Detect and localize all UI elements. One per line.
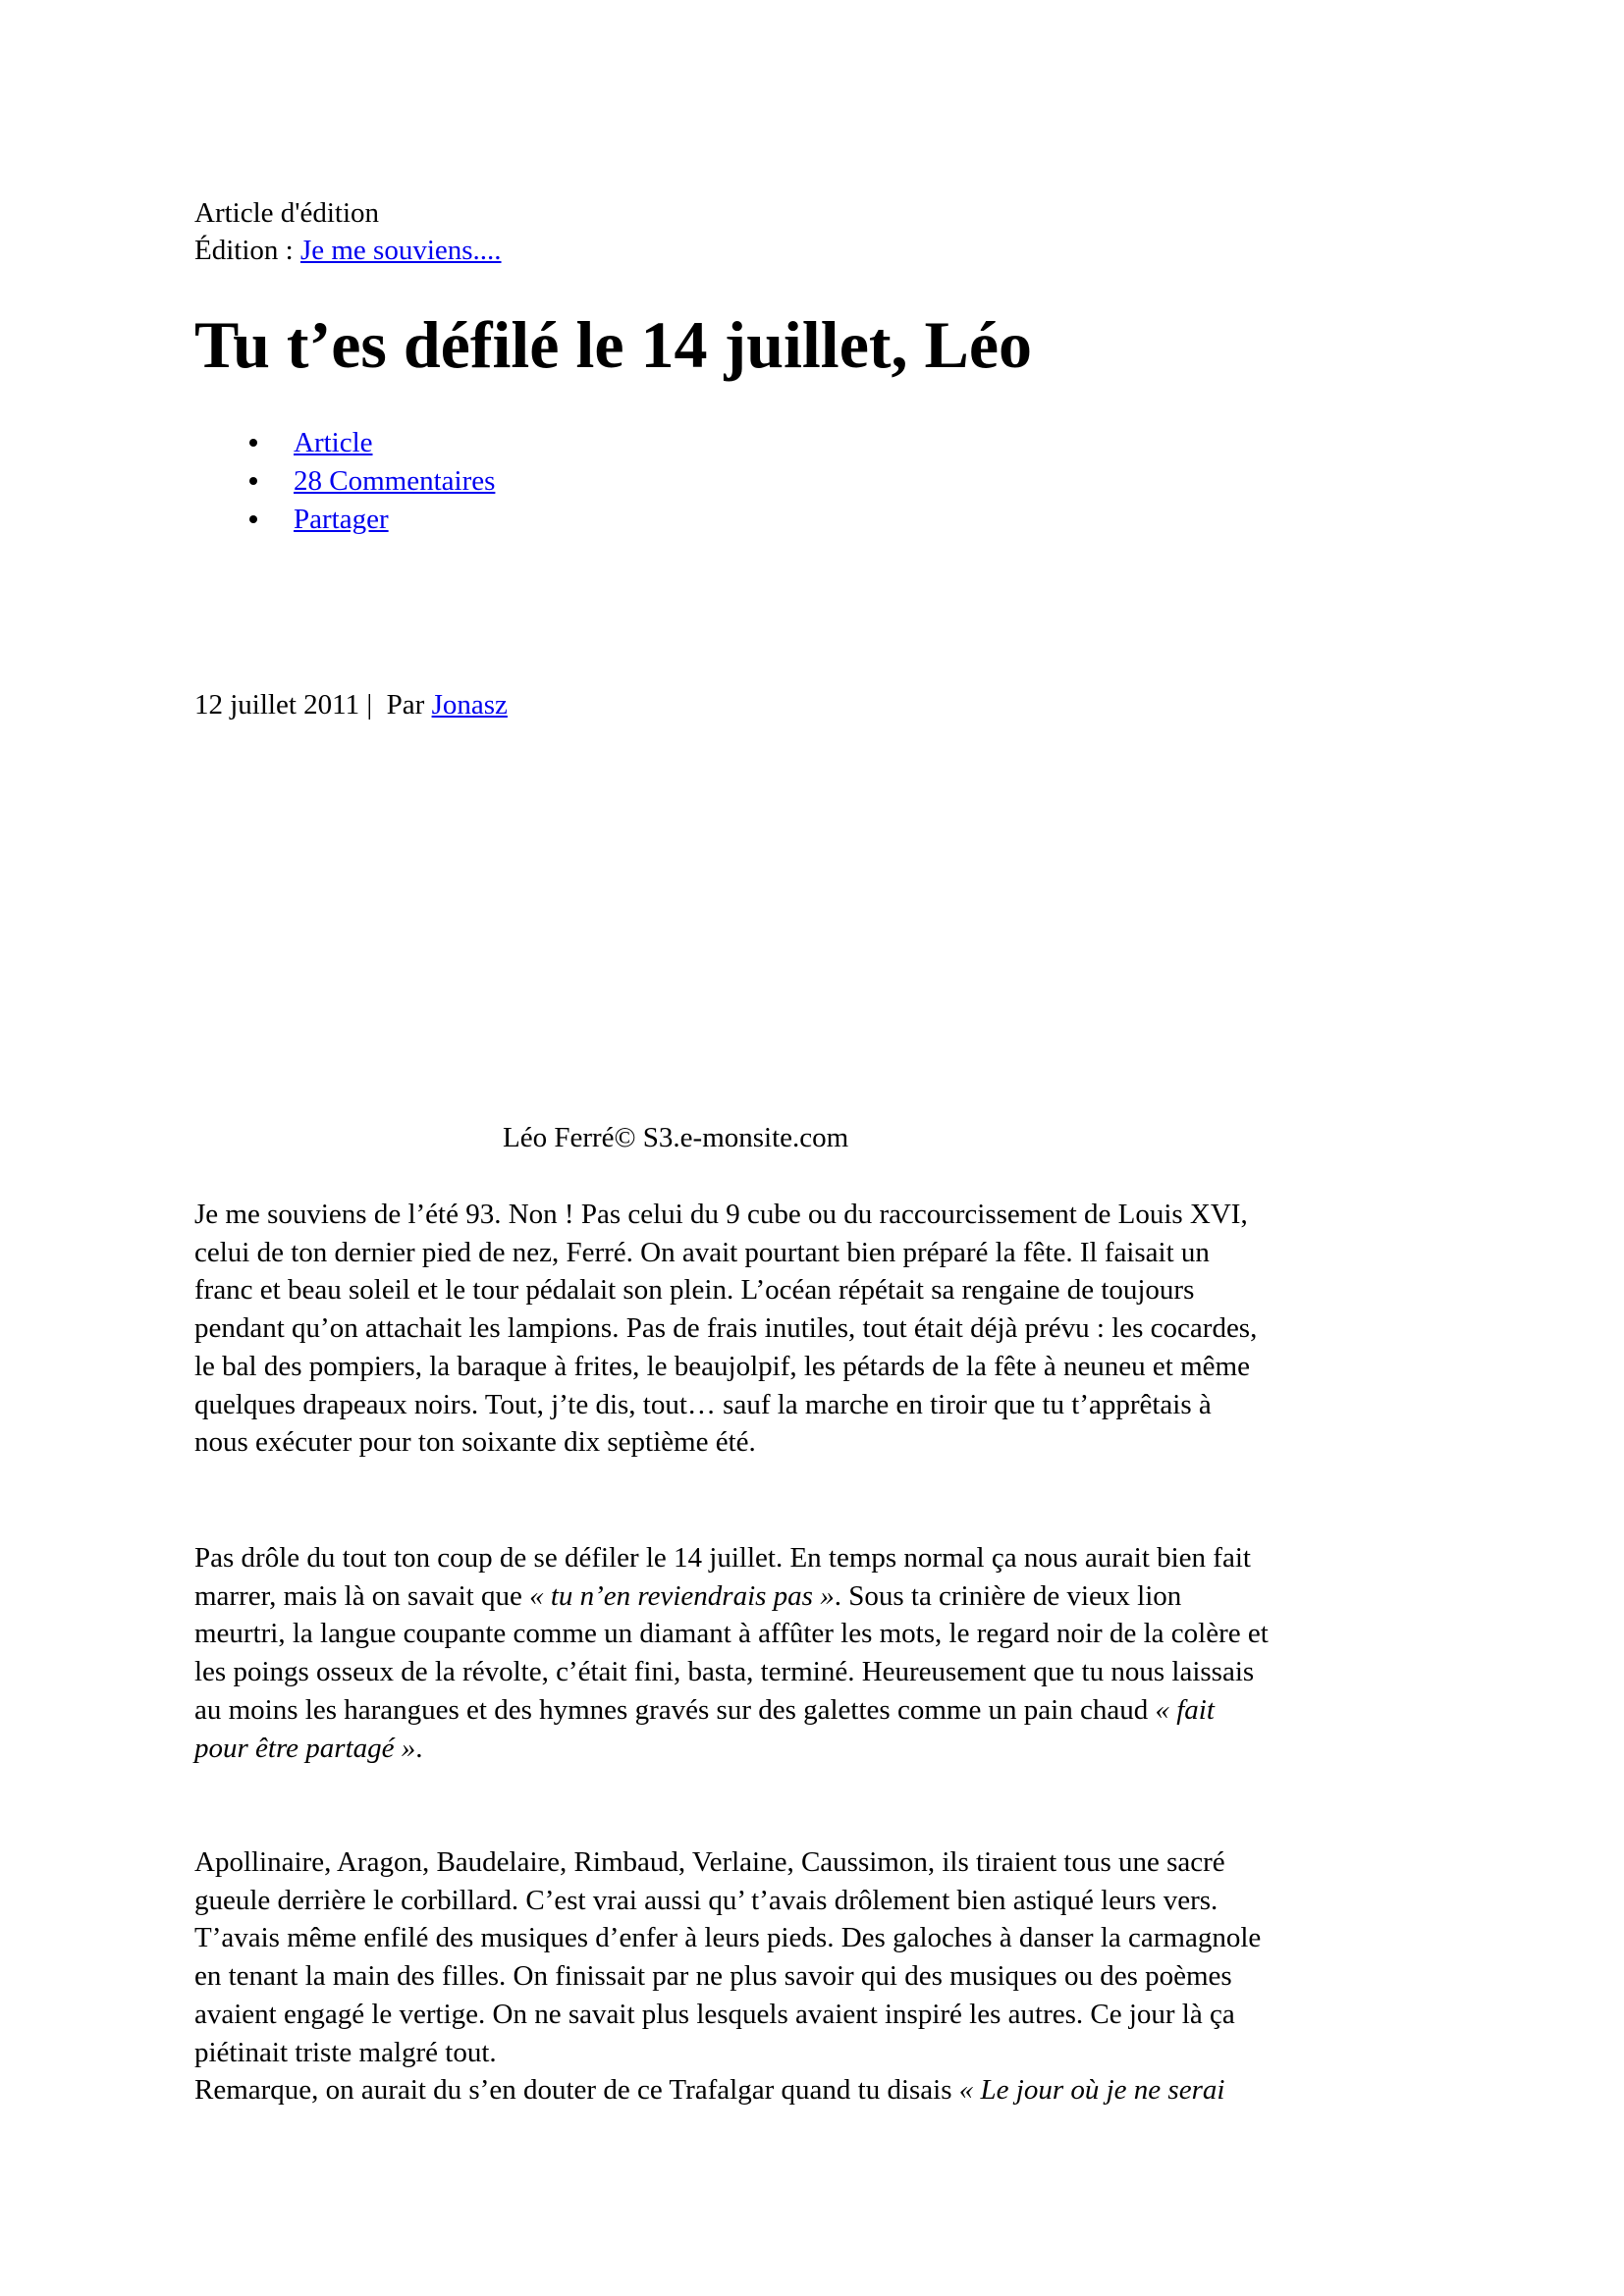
paragraph-line: pendant qu’on attachait les lampions. Pas de frais inutiles, tout était déjà prévu : les cocardes,	[194, 1312, 1258, 1345]
author-link[interactable]: Jonasz	[431, 689, 508, 721]
paragraph-line: meurtri, la langue coupante comme un diamant à affûter les mots, le regard noir de la colère et	[194, 1618, 1269, 1650]
byline-separator: |	[359, 689, 380, 721]
paragraph-line: le bal des pompiers, la baraque à frites, le beaujolpif, les pétards de la fête à neuneu et même	[194, 1350, 1250, 1382]
paragraph-2	[194, 1539, 1471, 1767]
paragraph-line: nous exécuter pour ton soixante dix septième été.	[194, 1426, 756, 1459]
article-header	[194, 194, 502, 269]
quote-run: « Le jour où je ne serai	[958, 2074, 1225, 2107]
by-label: Par	[379, 689, 432, 721]
paragraph-line: celui de ton dernier pied de nez, Ferré. On avait pourtant bien préparé la fête. Il faisait un	[194, 1236, 1210, 1268]
publish-date: 12 juillet 2011	[194, 689, 360, 721]
paragraph-1	[194, 1196, 1471, 1462]
article-type: Article d'édition	[194, 197, 380, 229]
nav-link-article[interactable]: Article	[294, 427, 373, 458]
paragraph-line: quelques drapeaux noirs. Tout, j’te dis, tout… sauf la marche en tiroir que tu t’apprêtais à	[194, 1388, 1212, 1420]
bullet-icon	[249, 477, 257, 485]
text-run: . Sous ta crinière de vieux lion	[834, 1579, 1182, 1612]
paragraph-line: gueule derrière le corbillard. C’est vrai aussi qu’ t’avais drôlement bien astiqué leurs vers.	[194, 1884, 1218, 1916]
paragraph-line: avaient engagé le vertige. On ne savait plus lesquels avaient inspiré les autres. Ce jour là ça	[194, 1998, 1235, 2030]
byline	[194, 686, 508, 723]
text-run: marrer, mais là on savait que	[194, 1579, 530, 1612]
paragraph-line: T’avais même enfilé des musiques d’enfer à leurs pieds. Des galoches à danser la carmagnole	[194, 1922, 1262, 1954]
article-nav	[194, 424, 495, 539]
paragraph-line: en tenant la main des filles. On finissait par ne plus savoir qui des musiques ou des poèmes	[194, 1960, 1232, 1993]
edition-link[interactable]: Je me souviens....	[299, 235, 502, 266]
paragraph-line: piétinait triste malgré tout.	[194, 2036, 497, 2068]
paragraph-line: franc et beau soleil et le tour pédalait son plein. L’océan répétait sa rengaine de toujours	[194, 1274, 1195, 1307]
paragraph-line: Je me souviens de l’été 93. Non ! Pas celui du 9 cube ou du raccourcissement de Louis XVI,	[194, 1199, 1248, 1230]
paragraph-line: Pas drôle du tout ton coup de se défiler le 14 juillet. En temps normal ça nous aurait bien fait	[194, 1542, 1251, 1574]
nav-item-share	[194, 501, 495, 539]
nav-link-share[interactable]: Partager	[294, 504, 389, 535]
paragraph-line: les poings osseux de la révolte, c’était fini, basta, terminé. Heureusement que tu nous laissais	[194, 1656, 1255, 1688]
quote-run: « tu n’en reviendrais pas »	[529, 1579, 835, 1612]
text-run: Remarque, on aurait du s’en douter de ce Trafalgar quand tu disais	[194, 2074, 959, 2107]
edition-label: Édition :	[194, 235, 300, 266]
quote-run: pour être partagé »	[194, 1732, 416, 1764]
paragraph-line	[194, 1577, 1471, 1616]
bullet-icon	[249, 515, 257, 523]
text-run: .	[415, 1732, 423, 1764]
text-run: au moins les harangues et des hymnes gravés sur des galettes comme un pain chaud	[194, 1693, 1156, 1726]
bullet-icon	[249, 439, 257, 447]
nav-link-comments[interactable]: 28 Commentaires	[294, 465, 496, 497]
nav-item-comments	[194, 462, 495, 501]
paragraph-line	[194, 1730, 1471, 1768]
image-caption: Léo Ferré© S3.e-monsite.com	[503, 1122, 849, 1153]
nav-item-article	[194, 424, 495, 462]
paragraph-line: Apollinaire, Aragon, Baudelaire, Rimbaud, Verlaine, Caussimon, ils tiraient tous une sacré	[194, 1846, 1225, 1878]
edition-line	[194, 232, 502, 269]
quote-run: « fait	[1155, 1693, 1215, 1726]
paragraph-line	[194, 2071, 1471, 2109]
paragraph-3	[194, 1843, 1471, 2109]
page-title: Tu t’es défilé le 14 juillet, Léo	[194, 307, 1033, 382]
paragraph-line	[194, 1691, 1471, 1730]
